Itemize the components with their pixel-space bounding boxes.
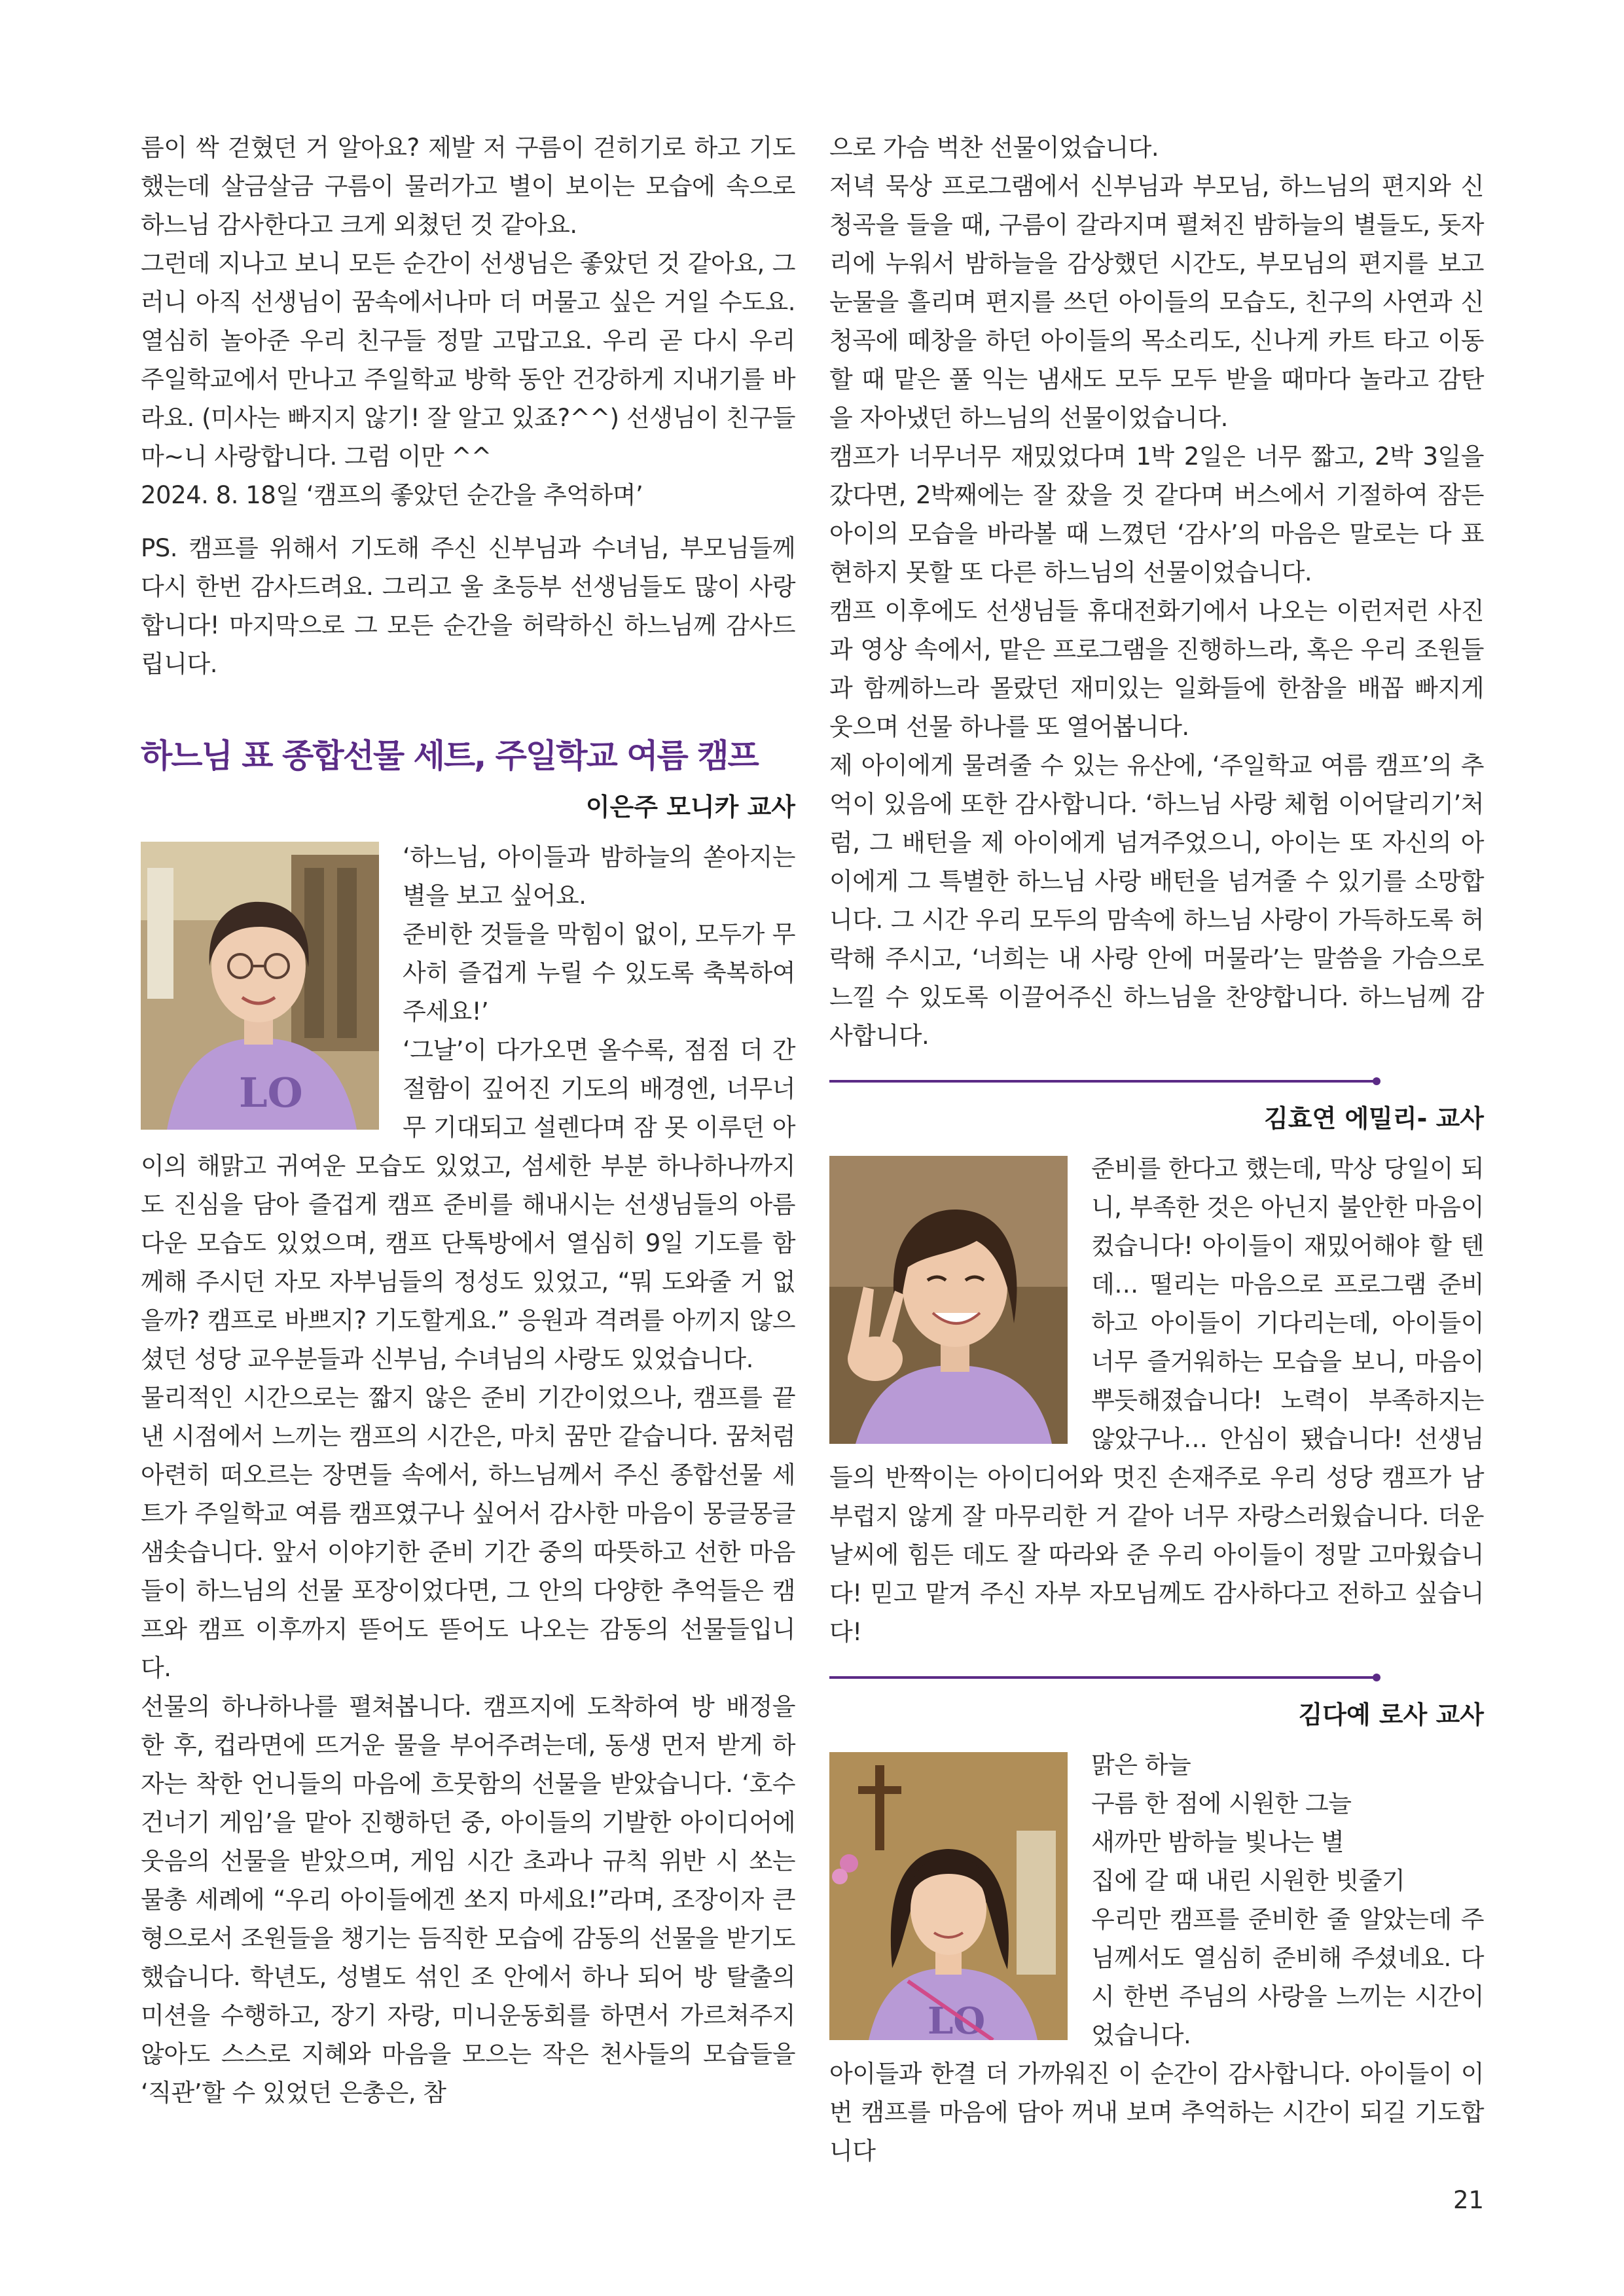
body-paragraph-2: 준비한 것들을 막힘이 없이, 모두가 무사히 즐겁게 누릴 수 있도록 축복하여 주세요!’ <box>403 920 795 1026</box>
body-paragraph-5: 선물의 하나하나를 펼쳐봅니다. 캠프지에 도착하여 방 배정을 한 후, 컵라면에 뜨거운 물을 부어주려는데, 동생 먼저 받게 하자는 착한 언니들의 마음에 흐뭇함의 선물을 받았습니다. ‘호수 건너기 게임’을 맡아 진행하던 중, 아이들의 기발한 아이디어에 웃음의 선물을 받았으며, 게임 시간 초과나 규칙 위반 시 쏘는 물총 세례에 “우리 아이들에겐 쏘지 마세요!”라며, 조장이자 큰 형으로서 조원들을 챙기는 듬직한 모습에 감동의 선물을 받기도 했습니다. 학년도, 성별도 섞인 조 안에서 하나 되어 방 탈출의 미션을 수행하고, 장기 자랑, 미니운동회를 하면서 가르쳐주지 않아도 스스로 지혜와 마음을 모으는 작은 천사들의 모습들을 ‘직관’할 수 있었던 은총은, 참 <box>141 1693 795 2107</box>
body-paragraph-4: 물리적인 시간으로는 짧지 않은 준비 기간이었으나, 캠프를 끝낸 시점에서 느끼는 캠프의 시간은, 마치 꿈만 같습니다. 꿈처럼 아련히 떠오르는 장면들 속에서, 하느님께서 주신 종합선물 세트가 주일학교 여름 캠프였구나 싶어서 감사한 마음이 몽글몽글 샘솟습니다. 앞서 이야기한 준비 기간 중의 따뜻하고 선한 마음들이 하느님의 선물 포장이었다면, 그 안의 다양한 추억들은 캠프와 캠프 이후까지 뜯어도 뜯어도 나오는 감동의 선물들입니다. <box>141 1384 795 1682</box>
svg-text:LO: LO <box>239 1069 303 1117</box>
ps-paragraph: PS. 캠프를 위해서 기도해 주신 신부님과 수녀님, 부모님들께 다시 한번 감사드려요. 그리고 울 초등부 선생님들도 많이 사랑합니다! 마지막으로 그 모든 순간을 허락하신 하느님께 감사드립니다. <box>141 534 795 678</box>
body-paragraph-1: ‘하느님, 아이들과 밤하늘의 쏟아지는 별을 보고 싶어요. <box>403 843 795 910</box>
section-2-text: 준비를 한다고 했는데, 막상 당일이 되니, 부족한 것은 아닌지 불안한 마음이 컸습니다! 아이들이 재밌어해야 할 텐데… 떨리는 마음으로 프로그램 준비하고 아이들이 기다리는데, 아이들이 너무 즐거워하는 모습을 보니, 마음이 뿌듯해졌습니다! 노력이 부족하지는 않았구나… 안심이 됐습니다! 선생님들의 반짝이는 아이디어와 멋진 손재주로 우리 성당 캠프가 남부럽지 않게 잘 마무리한 거 같아 너무 자랑스러웠습니다. 더운 날씨에 힘든 데도 잘 따라와 준 우리 아이들이 정말 고마웠습니다! 믿고 맡겨 주신 자부 자모님께도 감사하다고 전하고 싶습니다! <box>829 1155 1484 1646</box>
intro-paragraph-1: 름이 싹 걷혔던 거 알아요? 제발 저 구름이 걷히기로 하고 기도했는데 살금살금 구름이 물러가고 별이 보이는 모습에 속으로 하느님 감사한다고 크게 외쳤던 것 같아요. <box>141 134 795 239</box>
section-divider-2 <box>829 1676 1377 1679</box>
section-3-body <box>829 1746 1484 2170</box>
left-column <box>141 128 795 2112</box>
teacher-photo-1 <box>141 842 379 1130</box>
poem-line-4: 집에 갈 때 내린 시원한 빗줄기 <box>1091 1867 1405 1895</box>
svg-text:LO: LO <box>928 2000 986 2040</box>
section-2-body <box>829 1149 1484 1651</box>
poem-line-1: 맑은 하늘 <box>1091 1751 1191 1779</box>
intro-paragraph-2: 그런데 지나고 보니 모든 순간이 선생님은 좋았던 것 같아요, 그러니 아직 선생님이 꿈속에서나마 더 머물고 싶은 거일 수도요. 열심히 놀아준 우리 친구들 정말 고맙고요. 우리 곧 다시 우리 주일학교에서 만나고 주일학교 방학 동안 건강하게 지내기를 바라요. (미사는 빠지지 않기! 잘 알고 있죠?^^) 선생님이 친구들 마~니 사랑합니다. 그럼 이만 ^^ <box>141 249 795 471</box>
continued-paragraph-1: 으로 가슴 벅찬 선물이었습니다. <box>829 134 1159 162</box>
poem-line-2: 구름 한 점에 시원한 그늘 <box>1091 1789 1352 1818</box>
continued-paragraph-2: 저녁 묵상 프로그램에서 신부님과 부모님, 하느님의 편지와 신청곡을 들을 때, 구름이 갈라지며 펼쳐진 밤하늘의 별들도, 돗자리에 누워서 밤하늘을 감상했던 시간도, 부모님의 편지를 보고 눈물을 흘리며 편지를 쓰던 아이들의 모습도, 친구의 사연과 신청곡에 떼창을 하던 아이들의 목소리도, 신나게 카트 타고 이동할 때 맡은 풀 익는 냄새도 모두 모두 받을 때마다 놀라고 감탄을 자아냈던 하느님의 선물이었습니다. <box>829 172 1484 432</box>
poem-line-3: 새까만 밤하늘 빛나는 별 <box>1091 1828 1344 1856</box>
poem-line-5: 우리만 캠프를 준비한 줄 알았는데 주님께서도 열심히 준비해 주셨네요. 다시 한번 주님의 사랑을 느끼는 시간이었습니다. <box>1091 1905 1484 2049</box>
section-divider-1 <box>829 1080 1377 1083</box>
teacher-portrait-image-3 <box>829 1752 1068 2040</box>
article-title: 하느님 표 종합선물 세트, 주일학교 여름 캠프 <box>141 737 758 775</box>
right-column <box>829 128 1484 2170</box>
author-byline-2: 김효연 에밀리- 교사 <box>1264 1104 1484 1133</box>
closing-paragraph: 아이들과 한결 더 가까워진 이 순간이 감사합니다. 아이들이 이번 캠프를 마음에 담아 꺼내 보며 추억하는 시간이 되길 기도합니다 <box>829 2060 1484 2165</box>
body-paragraph-3: ‘그날’이 다가오면 올수록, 점점 더 간절함이 깊어진 기도의 배경엔, 너무너무 기대되고 설렌다며 잠 못 이루던 아이의 해맑고 귀여운 모습도 있었고, 섬세한 부분 하나하나까지도 진심을 담아 즐겁게 캠프 준비를 해내시는 선생님들의 아름다운 모습도 있었으며, 캠프 단톡방에서 열심히 9일 기도를 함께해 주시던 자모 자부님들의 정성도 있었고, “뭐 도와줄 거 없을까? 캠프로 바쁘지? 기도할게요.” 응원과 격려를 아끼지 않으셨던 성당 교우분들과 신부님, 수녀님의 사랑도 있었습니다. <box>141 1036 795 1373</box>
author-byline-3: 김다예 로사 교사 <box>1298 1700 1484 1729</box>
intro-date-line: 2024. 8. 18일 ‘캠프의 좋았던 순간을 추억하며’ <box>141 481 643 509</box>
teacher-portrait-image-1 <box>141 842 379 1130</box>
continued-paragraph-4: 캠프 이후에도 선생님들 휴대전화기에서 나오는 이런저런 사진과 영상 속에서, 맡은 프로그램을 진행하느라, 혹은 우리 조원들과 함께하느라 몰랐던 재미있는 일화들에 한참을 배꼽 빠지게 웃으며 선물 하나를 또 열어봅니다. <box>829 597 1484 741</box>
continued-paragraph-3: 캠프가 너무너무 재밌었다며 1박 2일은 너무 짧고, 2박 3일을 갔다면, 2박째에는 잘 잤을 것 같다며 버스에서 기절하여 잠든 아이의 모습을 바라볼 때 느꼈던 ‘감사’의 마음은 말로는 다 표현하지 못할 또 다른 하느님의 선물이었습니다. <box>829 442 1484 586</box>
page-number: 21 <box>1453 2186 1485 2214</box>
teacher-photo-2 <box>829 1156 1068 1444</box>
author-byline-1: 이은주 모니카 교사 <box>585 793 795 821</box>
teacher-photo-3 <box>829 1752 1068 2040</box>
continued-paragraph-5: 제 아이에게 물려줄 수 있는 유산에, ‘주일학교 여름 캠프’의 추억이 있음에 또한 감사합니다. ‘하느님 사랑 체험 이어달리기’처럼, 그 배턴을 제 아이에게 넘겨주었으니, 아이는 또 자신의 아이에게 그 특별한 하느님 사랑 배턴을 넘겨줄 수 있기를 소망합니다. 그 시간 우리 모두의 맘속에 하느님 사랑이 가득하도록 허락해 주시고, ‘너희는 내 사랑 안에 머물라’는 말씀을 가슴으로 느낄 수 있도록 이끌어주신 하느님을 찬양합니다. 하느님께 감사합니다. <box>829 751 1484 1050</box>
teacher-portrait-image-2 <box>829 1156 1068 1444</box>
article-body <box>141 838 795 2112</box>
